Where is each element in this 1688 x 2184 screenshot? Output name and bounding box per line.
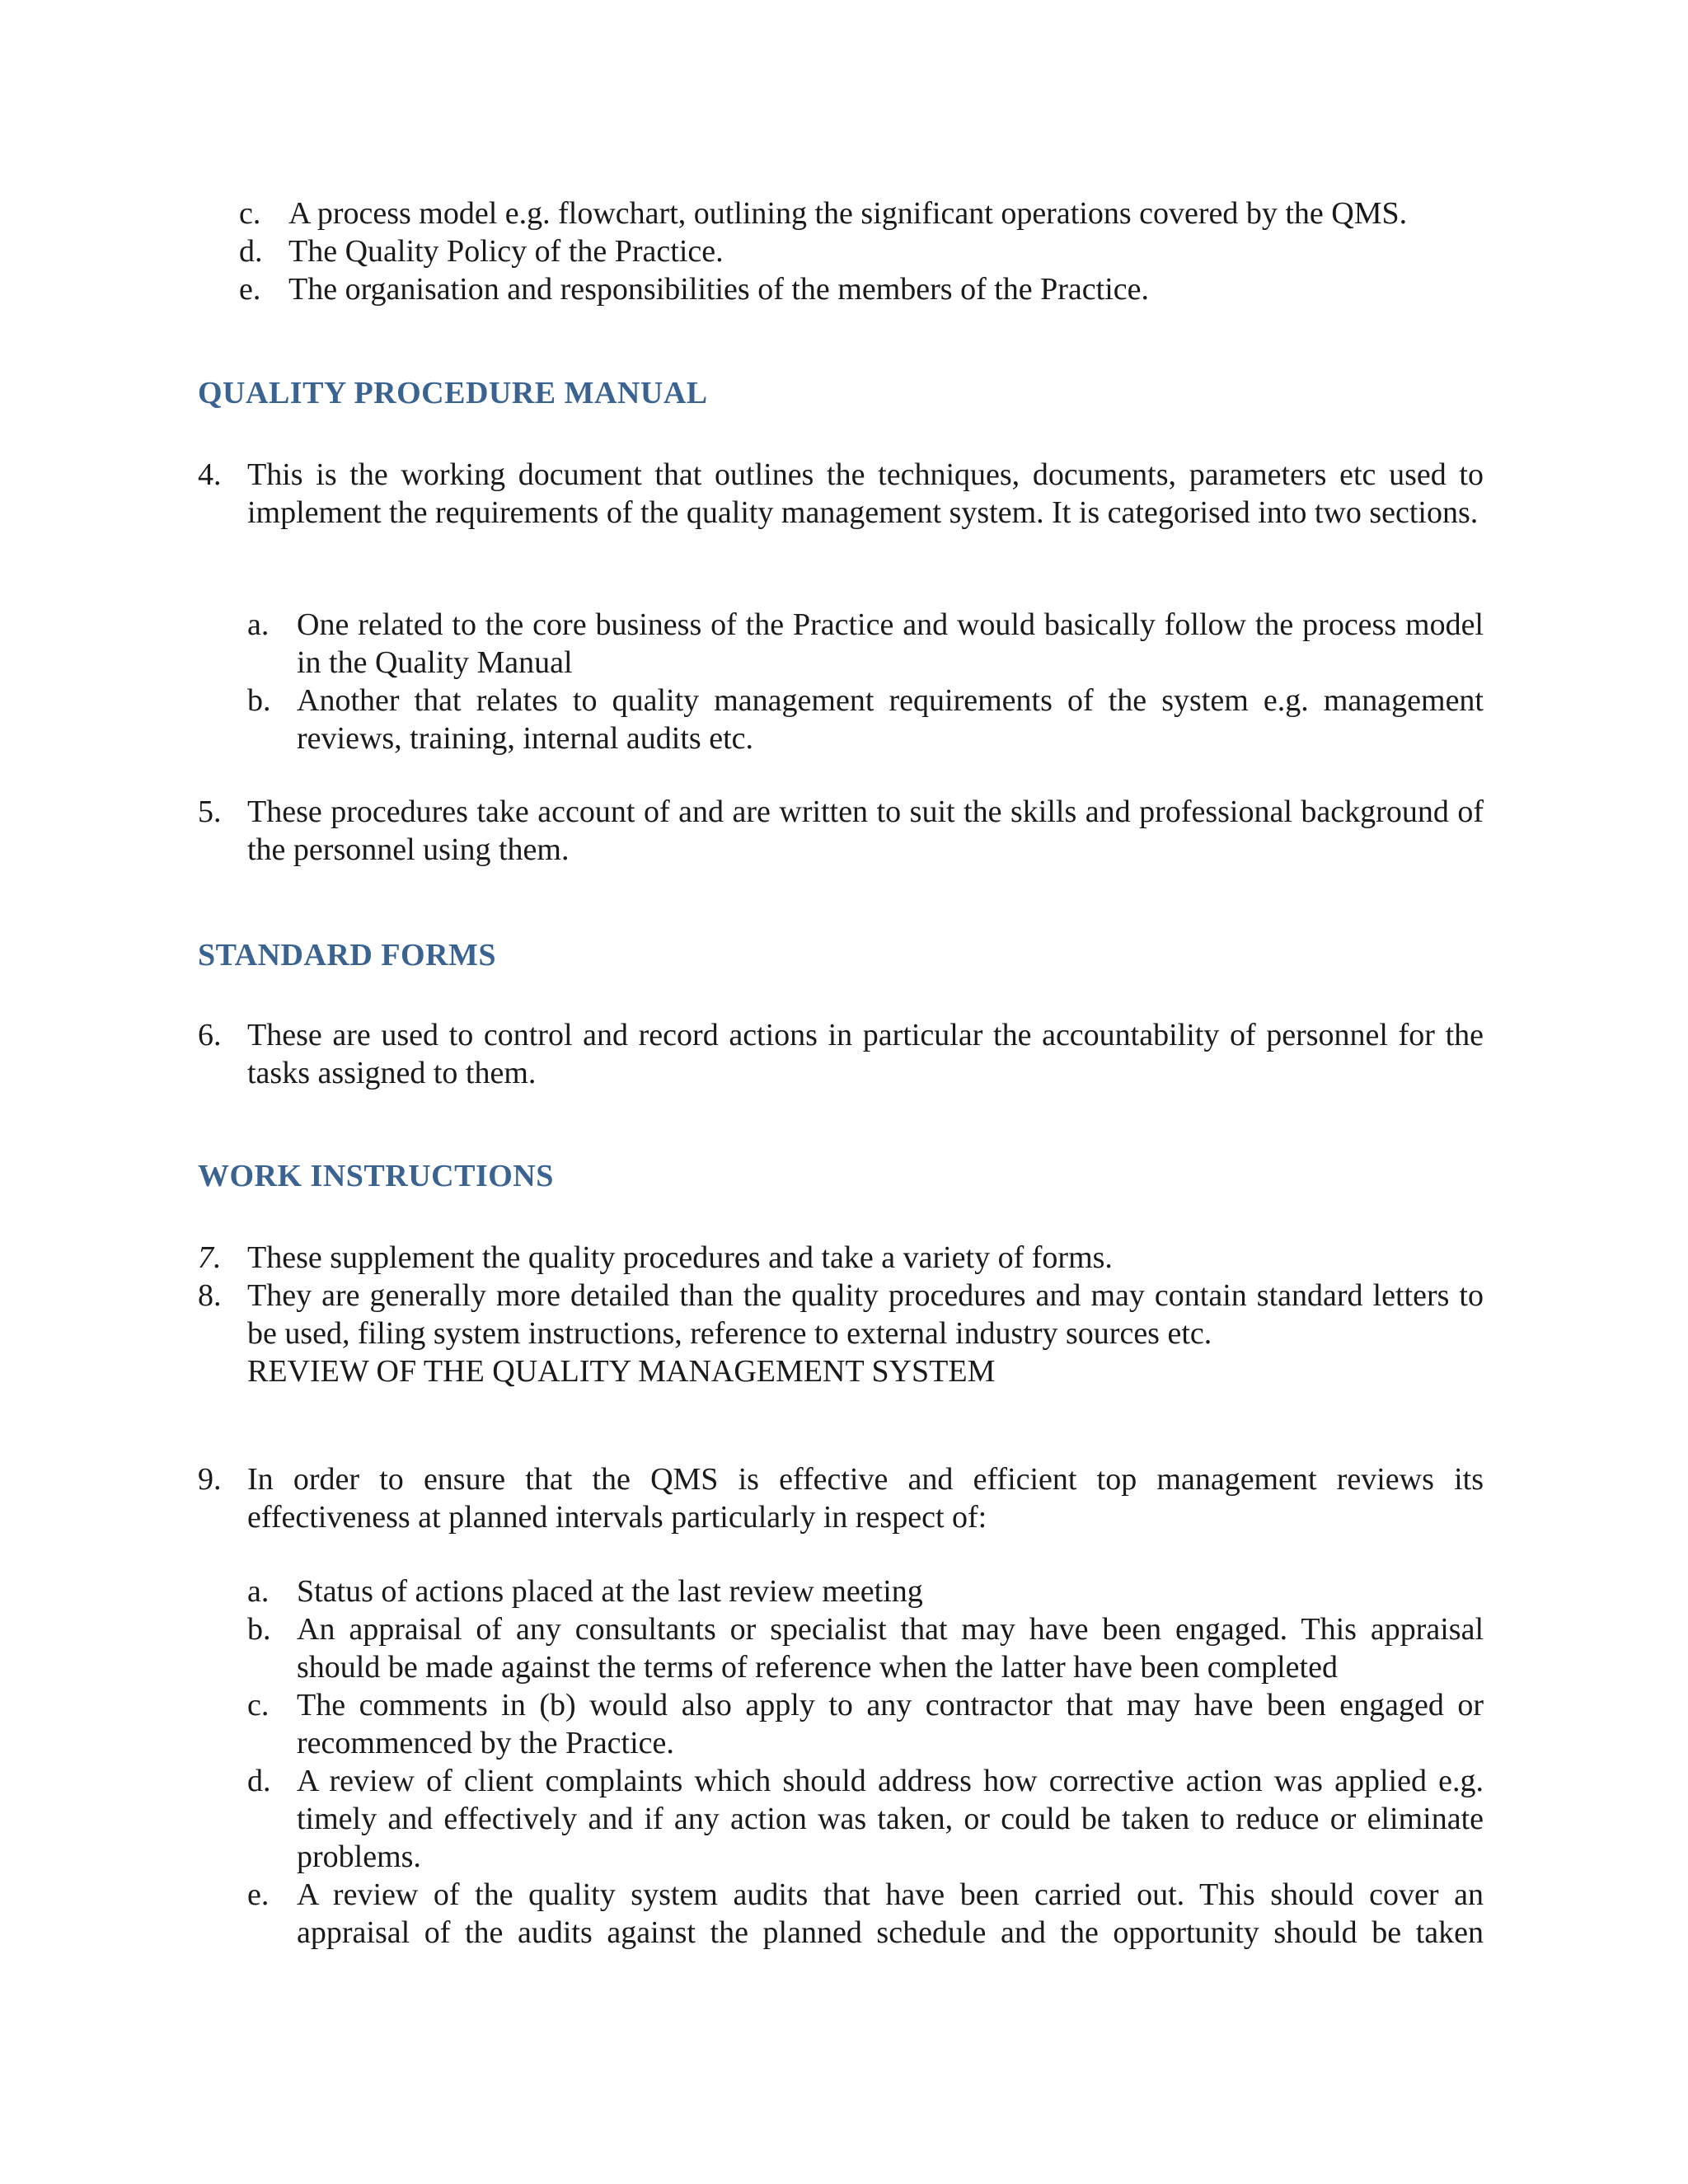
list-text: These procedures take account of and are written to suit the skills and professional background of the personnel using them.	[247, 794, 1484, 867]
review-sub-item-c	[247, 1686, 1484, 1762]
list-marker: d.	[239, 234, 263, 269]
list-item-d	[239, 232, 1475, 270]
list-text: The Quality Policy of the Practice.	[288, 234, 724, 269]
list-marker: a.	[247, 1574, 270, 1609]
list-text: These are used to control and record actions in particular the accountability of personnel for the tasks assigned to them.	[247, 1018, 1484, 1090]
heading-quality-procedure-manual: QUALITY PROCEDURE MANUAL	[198, 376, 708, 410]
list-text: Another that relates to quality management requirements of the system e.g. management reviews, training, internal audits etc.	[297, 683, 1484, 756]
list-marker: b.	[247, 1612, 271, 1647]
list-marker: 4.	[198, 457, 222, 492]
list-text: These supplement the quality procedures and take a variety of forms.	[247, 1240, 1113, 1275]
list-marker: 8.	[198, 1278, 222, 1313]
review-title-line: REVIEW OF THE QUALITY MANAGEMENT SYSTEM	[247, 1354, 996, 1389]
list-marker: d.	[247, 1764, 271, 1798]
list-item-9	[198, 1460, 1484, 1536]
list-marker: c.	[239, 196, 261, 231]
list-text: The organisation and responsibilities of the members of the Practice.	[288, 272, 1150, 307]
list-text: They are generally more detailed than the quality procedures and may contain standard letters to be used, filing system instructions, reference to external industry sources etc.	[247, 1278, 1484, 1351]
list-marker: c.	[247, 1688, 270, 1722]
sub-item-b	[247, 682, 1484, 757]
list-item-5	[198, 793, 1484, 869]
list-item-7	[198, 1239, 1484, 1277]
list-text: In order to ensure that the QMS is effective and efficient top management reviews its effectiveness at planned intervals particularly in respect of:	[247, 1462, 1484, 1535]
review-sub-item-e	[247, 1876, 1484, 1952]
list-marker: 7.	[198, 1240, 222, 1275]
list-marker: b.	[247, 683, 271, 718]
review-sub-item-b	[247, 1610, 1484, 1686]
list-marker: a.	[247, 607, 270, 642]
list-text: An appraisal of any consultants or specialist that may have been engaged. This appraisal should be made against the terms of reference when the latter have been completed	[297, 1612, 1484, 1685]
list-text: Status of actions placed at the last review meeting	[297, 1574, 923, 1609]
list-marker: e.	[247, 1877, 270, 1912]
sub-item-a	[247, 606, 1484, 682]
list-text: A process model e.g. flowchart, outlining the significant operations covered by the QMS.	[288, 196, 1408, 231]
list-item-6	[198, 1016, 1484, 1092]
list-text: A review of the quality system audits that have been carried out. This should cover an appraisal of the audits against the planned schedule and the opportunity should be taken	[297, 1877, 1484, 1950]
list-text: The comments in (b) would also apply to any contractor that may have been engaged or recommenced by the Practice.	[297, 1688, 1484, 1760]
list-text: This is the working document that outlines the techniques, documents, parameters etc used to implement the requirements of the quality management system. It is categorised into two sections.	[247, 457, 1484, 530]
list-marker: 9.	[198, 1462, 222, 1497]
review-sub-item-d	[247, 1762, 1484, 1876]
list-item-4	[198, 456, 1484, 532]
list-item-8	[198, 1277, 1484, 1352]
review-sub-item-a	[247, 1572, 1484, 1610]
heading-work-instructions: WORK INSTRUCTIONS	[198, 1159, 554, 1193]
list-marker: 6.	[198, 1018, 222, 1052]
list-text: One related to the core business of the Practice and would basically follow the process model in the Quality Manual	[297, 607, 1484, 680]
list-item-e	[239, 270, 1475, 308]
list-marker: e.	[239, 272, 261, 307]
list-item-c	[239, 194, 1475, 232]
list-marker: 5.	[198, 794, 222, 829]
heading-standard-forms: STANDARD FORMS	[198, 938, 497, 972]
list-text: A review of client complaints which should address how corrective action was applied e.g. timely and effectively and if any action was taken, or could be taken to reduce or eliminate problems.	[297, 1764, 1484, 1874]
